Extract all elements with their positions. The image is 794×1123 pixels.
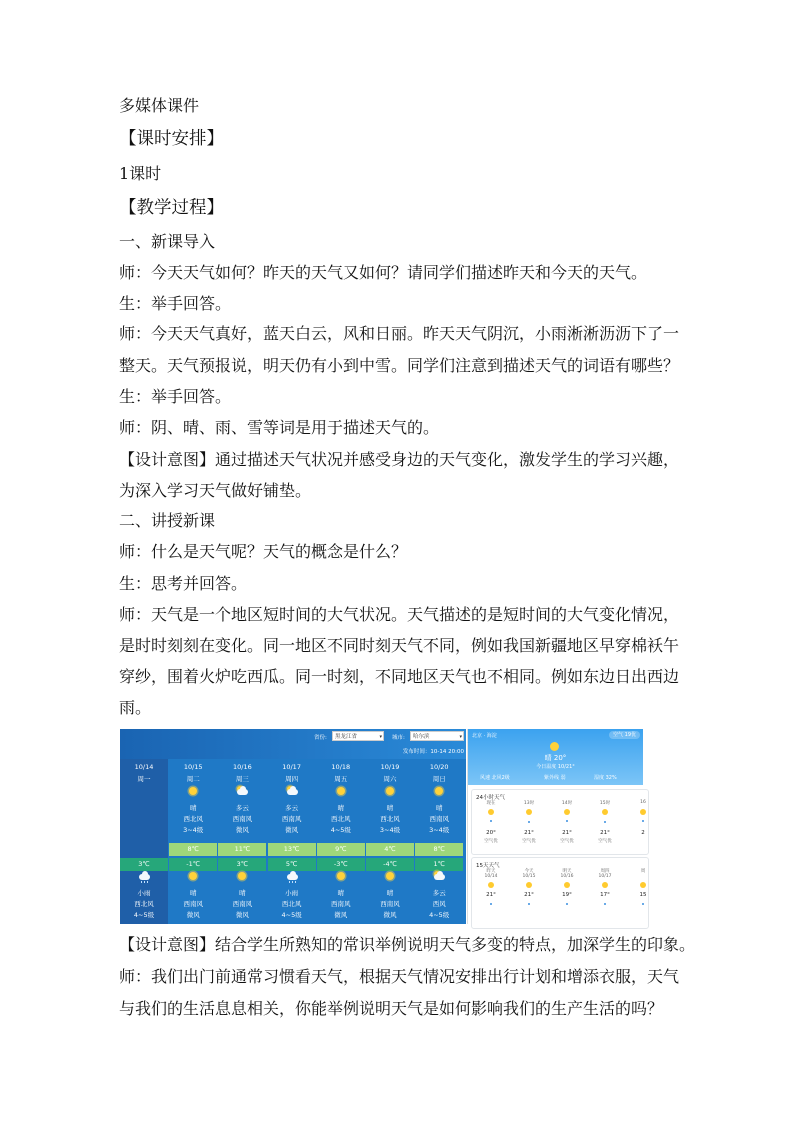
sun-icon xyxy=(640,809,646,815)
line-period: 1课时 xyxy=(119,164,162,183)
weather-app-image xyxy=(467,729,647,924)
hour-temperature: 2 xyxy=(641,830,645,836)
app-header xyxy=(468,729,643,785)
forecast-weekday: 周三 xyxy=(235,775,249,783)
hourly-title: 24小时天气 xyxy=(476,795,505,801)
day-date: 10/14 xyxy=(484,874,498,879)
sun-icon xyxy=(335,786,347,797)
night-wind-level: 微风 xyxy=(334,911,348,919)
forecast-day-column xyxy=(317,759,365,924)
day-wind-level: 3~4级 xyxy=(183,826,204,834)
paragraph-line: 为深入学习天气做好铺垫。 xyxy=(119,481,312,500)
province-value: 黑龙江省 xyxy=(335,734,358,740)
province-label: 省份: xyxy=(314,735,327,741)
day-wind-level: 3~4级 xyxy=(429,826,450,834)
paragraph-line: 与我们的生活息息相关，你能举例说明天气是如何影响我们的生产生活的吗？ xyxy=(119,999,664,1018)
sun-icon xyxy=(187,871,199,882)
forecast-header xyxy=(120,729,466,759)
forecast-date: 10/15 xyxy=(183,763,203,771)
night-condition: 多云 xyxy=(432,889,446,897)
temp-dot xyxy=(604,903,606,905)
sun-icon xyxy=(640,882,646,888)
air-quality-badge: 空气 19优 xyxy=(609,731,640,739)
hour-temperature: 20° xyxy=(486,830,496,836)
forecast-day-column xyxy=(218,759,266,924)
chevron-down-icon: ▾ xyxy=(459,734,462,740)
low-temperature: -1℃ xyxy=(169,858,217,871)
sun-icon xyxy=(488,882,494,888)
day-temperature: 15 xyxy=(639,892,647,898)
hour-label: 15时 xyxy=(599,801,611,806)
day-wind: 西南风 xyxy=(232,815,253,823)
paragraph-line: 师：阴、晴、雨、雪等词是用于描述天气的。 xyxy=(119,418,440,437)
forecast-day-column xyxy=(268,759,316,924)
low-temperature: 5℃ xyxy=(268,858,316,871)
day-condition: 晴 xyxy=(189,804,197,812)
rain-drop xyxy=(144,881,145,883)
hour-air-quality: 空气优 xyxy=(522,839,536,844)
sun-icon xyxy=(384,871,396,882)
hour-temperature: 21° xyxy=(600,830,610,836)
hour-label: 13时 xyxy=(523,801,535,806)
sun-shape xyxy=(386,787,394,795)
section-intro: 一、新课导入 xyxy=(119,232,216,251)
forecast-weekday: 周二 xyxy=(186,775,200,783)
day-wind-level: 微风 xyxy=(235,826,249,834)
chevron-down-icon: ▾ xyxy=(379,734,382,740)
sun-shape xyxy=(337,872,345,880)
day-wind-level: 4~5级 xyxy=(330,826,351,834)
night-condition: 晴 xyxy=(386,889,394,897)
day-wind-level: 微风 xyxy=(285,826,299,834)
sun-icon xyxy=(526,882,532,888)
cloud-shape xyxy=(434,874,445,880)
forecast-date: 10/17 xyxy=(282,763,301,771)
high-temperature: 9℃ xyxy=(317,843,365,856)
sun-shape xyxy=(386,872,394,880)
low-temperature: 3℃ xyxy=(120,858,168,871)
day-label: 今天 xyxy=(524,869,534,874)
paragraph-line: 雨。 xyxy=(119,698,152,717)
forecast-date: 10/19 xyxy=(380,763,400,771)
sun-icon xyxy=(602,882,608,888)
paragraph-line: 是时时刻刻在变化。同一地区不同时刻天气不同，例如我国新疆地区早穿棉袄午 xyxy=(119,636,680,655)
forecast-weekday: 周四 xyxy=(285,775,299,783)
paragraph-line: 整天。天气预报说，明天仍有小到中雪。同学们注意到描述天气的词语有哪些？ xyxy=(119,356,680,375)
sun-icon xyxy=(564,809,570,815)
forecast-date: 10/18 xyxy=(331,763,351,771)
day-condition: 多云 xyxy=(285,804,299,812)
hour-label: 现在 xyxy=(486,801,496,806)
design-intent-line: 【设计意图】结合学生所熟知的常识举例说明天气多变的特点，加深学生的印象。 xyxy=(119,935,696,954)
night-condition: 小雨 xyxy=(137,889,151,897)
cloud-sun-icon xyxy=(236,786,248,797)
cloud-shape xyxy=(237,789,248,795)
sun-icon xyxy=(236,871,248,882)
night-wind: 西南风 xyxy=(183,900,203,908)
night-wind-level: 微风 xyxy=(186,911,200,919)
forecast-day-column xyxy=(120,759,168,924)
night-wind: 西南风 xyxy=(380,900,400,908)
temp-dot xyxy=(642,820,644,822)
hourly-card xyxy=(471,789,649,855)
day-condition: 晴 xyxy=(386,804,394,812)
sun-shape xyxy=(189,787,197,795)
night-wind: 西北风 xyxy=(134,900,154,908)
cloud-shape xyxy=(287,789,298,795)
design-intent-line: 【设计意图】通过描述天气状况并感受身边的天气变化，激发学生的学习兴趣， xyxy=(119,450,680,469)
paragraph-line: 师：什么是天气呢？天气的概念是什么？ xyxy=(119,542,408,561)
sun-shape xyxy=(238,872,246,880)
rain-drop xyxy=(295,881,296,883)
hour-temperature: 21° xyxy=(524,830,534,836)
day-condition: 晴 xyxy=(337,804,345,812)
weather-forecast-image xyxy=(120,729,466,924)
sun-icon xyxy=(335,871,347,882)
high-temperature xyxy=(120,843,168,856)
hour-temperature: 21° xyxy=(562,830,572,836)
night-wind-level: 4~5级 xyxy=(429,911,450,919)
sun-shape xyxy=(189,872,197,880)
paragraph-line: 师：今天天气如何？昨天的天气又如何？请同学们描述昨天和今天的天气。 xyxy=(119,263,648,282)
sun-icon xyxy=(187,786,199,797)
hour-air-quality: 空气优 xyxy=(598,839,612,844)
paragraph-line: 生：思考并回答。 xyxy=(119,574,248,593)
rain-drop xyxy=(289,881,290,883)
location-label: 北京 · 海淀 xyxy=(472,733,497,739)
cloud-rain-icon xyxy=(138,871,150,882)
night-wind: 西风 xyxy=(432,900,446,908)
night-wind-level: 4~5级 xyxy=(133,911,155,919)
forecast-weekday: 周日 xyxy=(432,775,446,783)
day-condition: 多云 xyxy=(235,804,249,812)
low-temperature: -4℃ xyxy=(366,858,414,871)
hour-air-quality: 空气优 xyxy=(560,839,574,844)
city-select[interactable] xyxy=(410,731,464,741)
sun-shape xyxy=(337,787,345,795)
day-temperature: 17° xyxy=(600,892,610,898)
forecast-weekday: 周六 xyxy=(383,775,397,783)
wind-stat: 风速 北风2级 xyxy=(480,775,510,781)
night-wind-level: 4~5级 xyxy=(281,911,302,919)
province-select[interactable] xyxy=(332,731,384,741)
cloud-shape xyxy=(287,874,298,880)
rain-drop xyxy=(147,881,148,883)
rain-drop xyxy=(292,881,293,883)
cloud-sun-icon xyxy=(286,786,298,797)
high-temperature: 13℃ xyxy=(268,843,316,856)
section-new-lesson: 二、讲授新课 xyxy=(119,511,216,530)
sun-icon xyxy=(602,809,608,815)
temp-dot xyxy=(490,903,492,905)
forecast-day-column xyxy=(415,759,463,924)
day-label: 周四 xyxy=(600,869,610,874)
forecast-date: 10/14 xyxy=(134,763,154,771)
low-temperature: 3℃ xyxy=(218,858,266,871)
day-label: 昨天 xyxy=(486,869,496,874)
temp-dot xyxy=(604,821,606,823)
day-wind: 西北风 xyxy=(331,815,351,823)
current-condition: 晴 20° xyxy=(544,754,567,762)
temp-dot xyxy=(566,903,568,905)
temp-dot xyxy=(642,903,644,905)
day-temperature: 19° xyxy=(562,892,572,898)
forecast-weekday: 周一 xyxy=(137,775,151,783)
night-wind-level: 微风 xyxy=(383,911,397,919)
temp-dot xyxy=(528,821,530,823)
low-temperature: -3℃ xyxy=(317,858,365,871)
paragraph-line: 生：举手回答。 xyxy=(119,387,232,406)
night-condition: 晴 xyxy=(189,889,197,897)
high-temperature: 11℃ xyxy=(218,843,266,856)
day-wind: 西南风 xyxy=(281,815,302,823)
night-condition: 晴 xyxy=(239,889,246,897)
day-temperature: 21° xyxy=(524,892,534,898)
paragraph-line: 师：天气是一个地区短时间的大气状况。天气描述的是短时间的大气变化情况， xyxy=(119,605,680,624)
day-wind: 西北风 xyxy=(183,815,203,823)
day-temperature: 21° xyxy=(486,892,496,898)
temp-dot xyxy=(566,820,568,822)
sun-icon xyxy=(488,809,494,815)
humidity-stat: 湿度 32% xyxy=(594,775,617,781)
hour-label: 14时 xyxy=(561,801,573,806)
forecast-date: 10/20 xyxy=(429,763,449,771)
paragraph-line: 穿纱，围着火炉吃西瓜。同一时刻，不同地区天气也不相同。例如东边日出西边 xyxy=(119,667,680,686)
today-temperature: 今日温度 10/21° xyxy=(536,764,575,770)
high-temperature: 8℃ xyxy=(415,843,463,856)
night-condition: 小雨 xyxy=(285,889,299,897)
temp-dot xyxy=(490,820,492,822)
sun-shape xyxy=(435,787,443,795)
sun-icon xyxy=(384,786,396,797)
daily-card xyxy=(471,857,649,929)
heading-process: 【教学过程】 xyxy=(119,198,224,218)
day-date: 10/15 xyxy=(522,874,536,879)
forecast-weekday: 周五 xyxy=(334,775,348,783)
paragraph-line: 师：我们出门前通常习惯看天气，根据天气情况安排出行计划和增添衣服，天气 xyxy=(119,967,680,986)
heading-schedule: 【课时安排】 xyxy=(119,129,224,149)
day-wind-level: 3~4级 xyxy=(379,826,401,834)
publish-time: 发布时间：10-14 20:00 xyxy=(402,749,464,755)
night-wind: 西北风 xyxy=(281,900,302,908)
day-label: 明天 xyxy=(562,869,572,874)
day-condition: 晴 xyxy=(435,804,443,812)
high-temperature: 8℃ xyxy=(169,843,217,856)
low-temperature: 1℃ xyxy=(415,858,463,871)
sun-icon xyxy=(526,809,532,815)
cloud-shape xyxy=(139,874,150,880)
temp-dot xyxy=(528,903,530,905)
paragraph-line: 师：今天天气真好，蓝天白云，风和日丽。昨天天气阴沉，小雨淅淅沥沥下了一 xyxy=(119,324,680,343)
forecast-day-column xyxy=(366,759,414,924)
rain-drop xyxy=(141,881,142,883)
hour-air-quality: 空气优 xyxy=(484,839,498,844)
high-temperature: 4℃ xyxy=(366,843,414,856)
hour-label: 16 xyxy=(640,800,646,805)
night-wind-level: 微风 xyxy=(235,911,249,919)
city-label: 城市: xyxy=(392,735,405,741)
cloud-sun-icon xyxy=(433,871,445,882)
forecast-day-column xyxy=(169,759,217,924)
day-wind: 西北风 xyxy=(380,815,400,823)
forecast-date: 10/16 xyxy=(233,763,252,771)
sun-icon xyxy=(564,882,570,888)
day-label: 周 xyxy=(640,869,646,874)
cloud-rain-icon xyxy=(286,871,298,882)
night-condition: 晴 xyxy=(337,889,345,897)
night-wind: 西南风 xyxy=(232,900,253,908)
city-value: 哈尔滨 xyxy=(413,734,430,740)
paragraph-line: 生：举手回答。 xyxy=(119,294,232,313)
day-date: 10/16 xyxy=(560,874,574,879)
daily-title: 15天天气 xyxy=(476,863,500,869)
night-wind: 西南风 xyxy=(331,900,351,908)
day-wind: 西南风 xyxy=(429,815,449,823)
uv-stat: 紫外线 弱 xyxy=(544,775,566,781)
line-media: 多媒体课件 xyxy=(119,96,200,115)
sun-icon xyxy=(433,786,445,797)
sun-icon xyxy=(550,742,559,751)
day-date: 10/17 xyxy=(598,874,612,879)
blank-icon xyxy=(138,786,150,797)
